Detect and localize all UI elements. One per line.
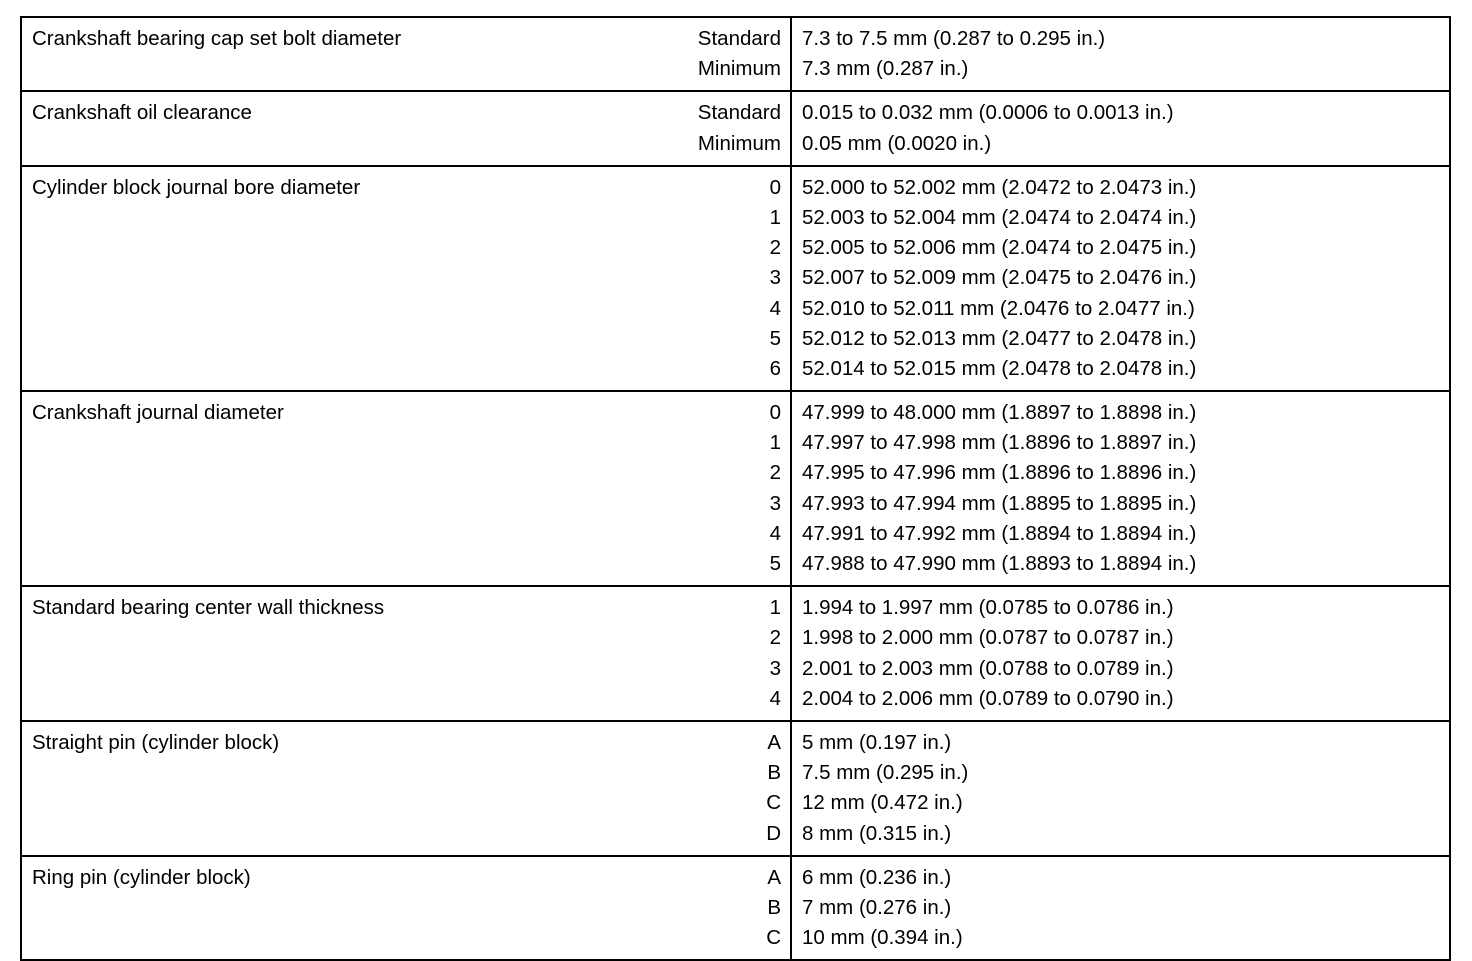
spec-value-cell [791,91,1450,165]
spec-item-cell [21,91,791,165]
spec-value: 47.991 to 47.992 mm (1.8894 to 1.8894 in.) [802,521,1197,545]
spec-value: 52.012 to 52.013 mm (2.0477 to 2.0478 in.) [802,326,1197,350]
spec-key: 2 [769,236,781,260]
spec-key: 2 [769,461,781,485]
spec-value: 47.993 to 47.994 mm (1.8895 to 1.8895 in.) [802,491,1197,515]
spec-key: 1 [769,431,781,455]
spec-key: 6 [769,356,781,380]
spec-keys [766,728,781,849]
spec-keys [698,24,781,84]
spec-item-name: Crankshaft oil clearance [32,101,252,125]
spec-value: 6 mm (0.236 in.) [802,865,952,889]
spec-key: 1 [769,205,781,229]
spec-group [21,17,1450,91]
spec-value: 47.988 to 47.990 mm (1.8893 to 1.8894 in.) [802,552,1197,575]
spec-key: B [767,895,781,919]
spec-group [21,166,1450,391]
spec-key: C [766,791,781,815]
spec-value: 1.994 to 1.997 mm (0.0785 to 0.0786 in.) [802,596,1174,620]
spec-key: 1 [769,596,781,620]
spec-value: 2.004 to 2.006 mm (0.0789 to 0.0790 in.) [802,686,1174,710]
spec-value: 52.005 to 52.006 mm (2.0474 to 2.0475 in.) [802,236,1197,260]
spec-key: A [767,730,781,754]
spec-keys [698,98,781,158]
spec-group [21,91,1450,165]
spec-value-cell [791,586,1450,721]
spec-value: 47.997 to 47.998 mm (1.8896 to 1.8897 in.) [802,431,1197,455]
spec-value: 12 mm (0.472 in.) [802,791,963,815]
spec-value: 47.999 to 48.000 mm (1.8897 to 1.8898 in.) [802,401,1197,425]
spec-keys [770,593,781,714]
spec-group [21,856,1450,961]
spec-key: 4 [769,521,781,545]
spec-value: 52.010 to 52.011 mm (2.0476 to 2.0477 in.) [802,296,1195,320]
spec-key: D [766,821,781,845]
spec-value: 2.001 to 2.003 mm (0.0788 to 0.0789 in.) [802,656,1174,680]
spec-key: B [767,761,781,785]
spec-key: C [766,926,781,950]
spec-value: 1.998 to 2.000 mm (0.0787 to 0.0787 in.) [802,626,1174,650]
spec-key: Standard [697,27,781,50]
spec-item-cell [21,166,791,391]
spec-key: 5 [769,552,781,575]
spec-key: 3 [769,656,781,680]
spec-value-cell [791,17,1450,91]
spec-keys [770,398,781,579]
spec-key: 3 [769,266,781,290]
spec-value-cell [791,166,1450,391]
spec-table [20,16,1451,961]
spec-item-cell [21,721,791,856]
spec-value: 47.995 to 47.996 mm (1.8896 to 1.8896 in.) [802,461,1197,485]
spec-value-cell [791,721,1450,856]
spec-value: 7.5 mm (0.295 in.) [802,761,969,785]
spec-item-cell [21,856,791,961]
spec-value-cell [791,391,1450,586]
spec-value: 52.000 to 52.002 mm (2.0472 to 2.0473 in.) [802,175,1197,199]
spec-item-name: Crankshaft bearing cap set bolt diameter [32,27,402,50]
spec-key: Minimum [697,57,781,81]
spec-key: 2 [769,626,781,650]
spec-value: 7.3 mm (0.287 in.) [802,57,969,81]
spec-item-cell [21,391,791,586]
spec-key: Minimum [697,131,781,155]
spec-value: 10 mm (0.394 in.) [802,926,963,950]
spec-item-name: Ring pin (cylinder block) [32,865,251,889]
spec-value: 52.007 to 52.009 mm (2.0475 to 2.0476 in.) [802,266,1197,290]
spec-group [21,721,1450,856]
spec-value: 8 mm (0.315 in.) [802,821,952,845]
spec-key: 0 [769,401,781,425]
spec-value: 0.05 mm (0.0020 in.) [802,131,992,155]
spec-item-name: Straight pin (cylinder block) [32,730,280,754]
spec-value: 7.3 to 7.5 mm (0.287 to 0.295 in.) [802,27,1106,50]
spec-value: 0.015 to 0.032 mm (0.0006 to 0.0013 in.) [802,101,1174,125]
spec-key: Standard [697,101,781,125]
spec-value: 7 mm (0.276 in.) [802,895,952,919]
spec-item-name: Cylinder block journal bore diameter [32,175,361,199]
spec-value-cell [791,856,1450,961]
spec-item-name: Crankshaft journal diameter [32,401,284,425]
spec-key: 5 [769,326,781,350]
spec-key: 0 [769,175,781,199]
spec-key: A [767,865,781,889]
spec-keys [770,173,781,384]
spec-key: 4 [769,296,781,320]
spec-key: 4 [769,686,781,710]
spec-key: 3 [769,491,781,515]
spec-value: 52.003 to 52.004 mm (2.0474 to 2.0474 in.) [802,205,1197,229]
spec-value: 5 mm (0.197 in.) [802,730,952,754]
spec-group [21,586,1450,721]
spec-value: 52.014 to 52.015 mm (2.0478 to 2.0478 in.) [802,356,1197,380]
spec-keys [766,863,781,954]
spec-item-cell [21,586,791,721]
spec-item-name: Standard bearing center wall thickness [32,596,385,620]
spec-group [21,391,1450,586]
spec-item-cell [21,17,791,91]
